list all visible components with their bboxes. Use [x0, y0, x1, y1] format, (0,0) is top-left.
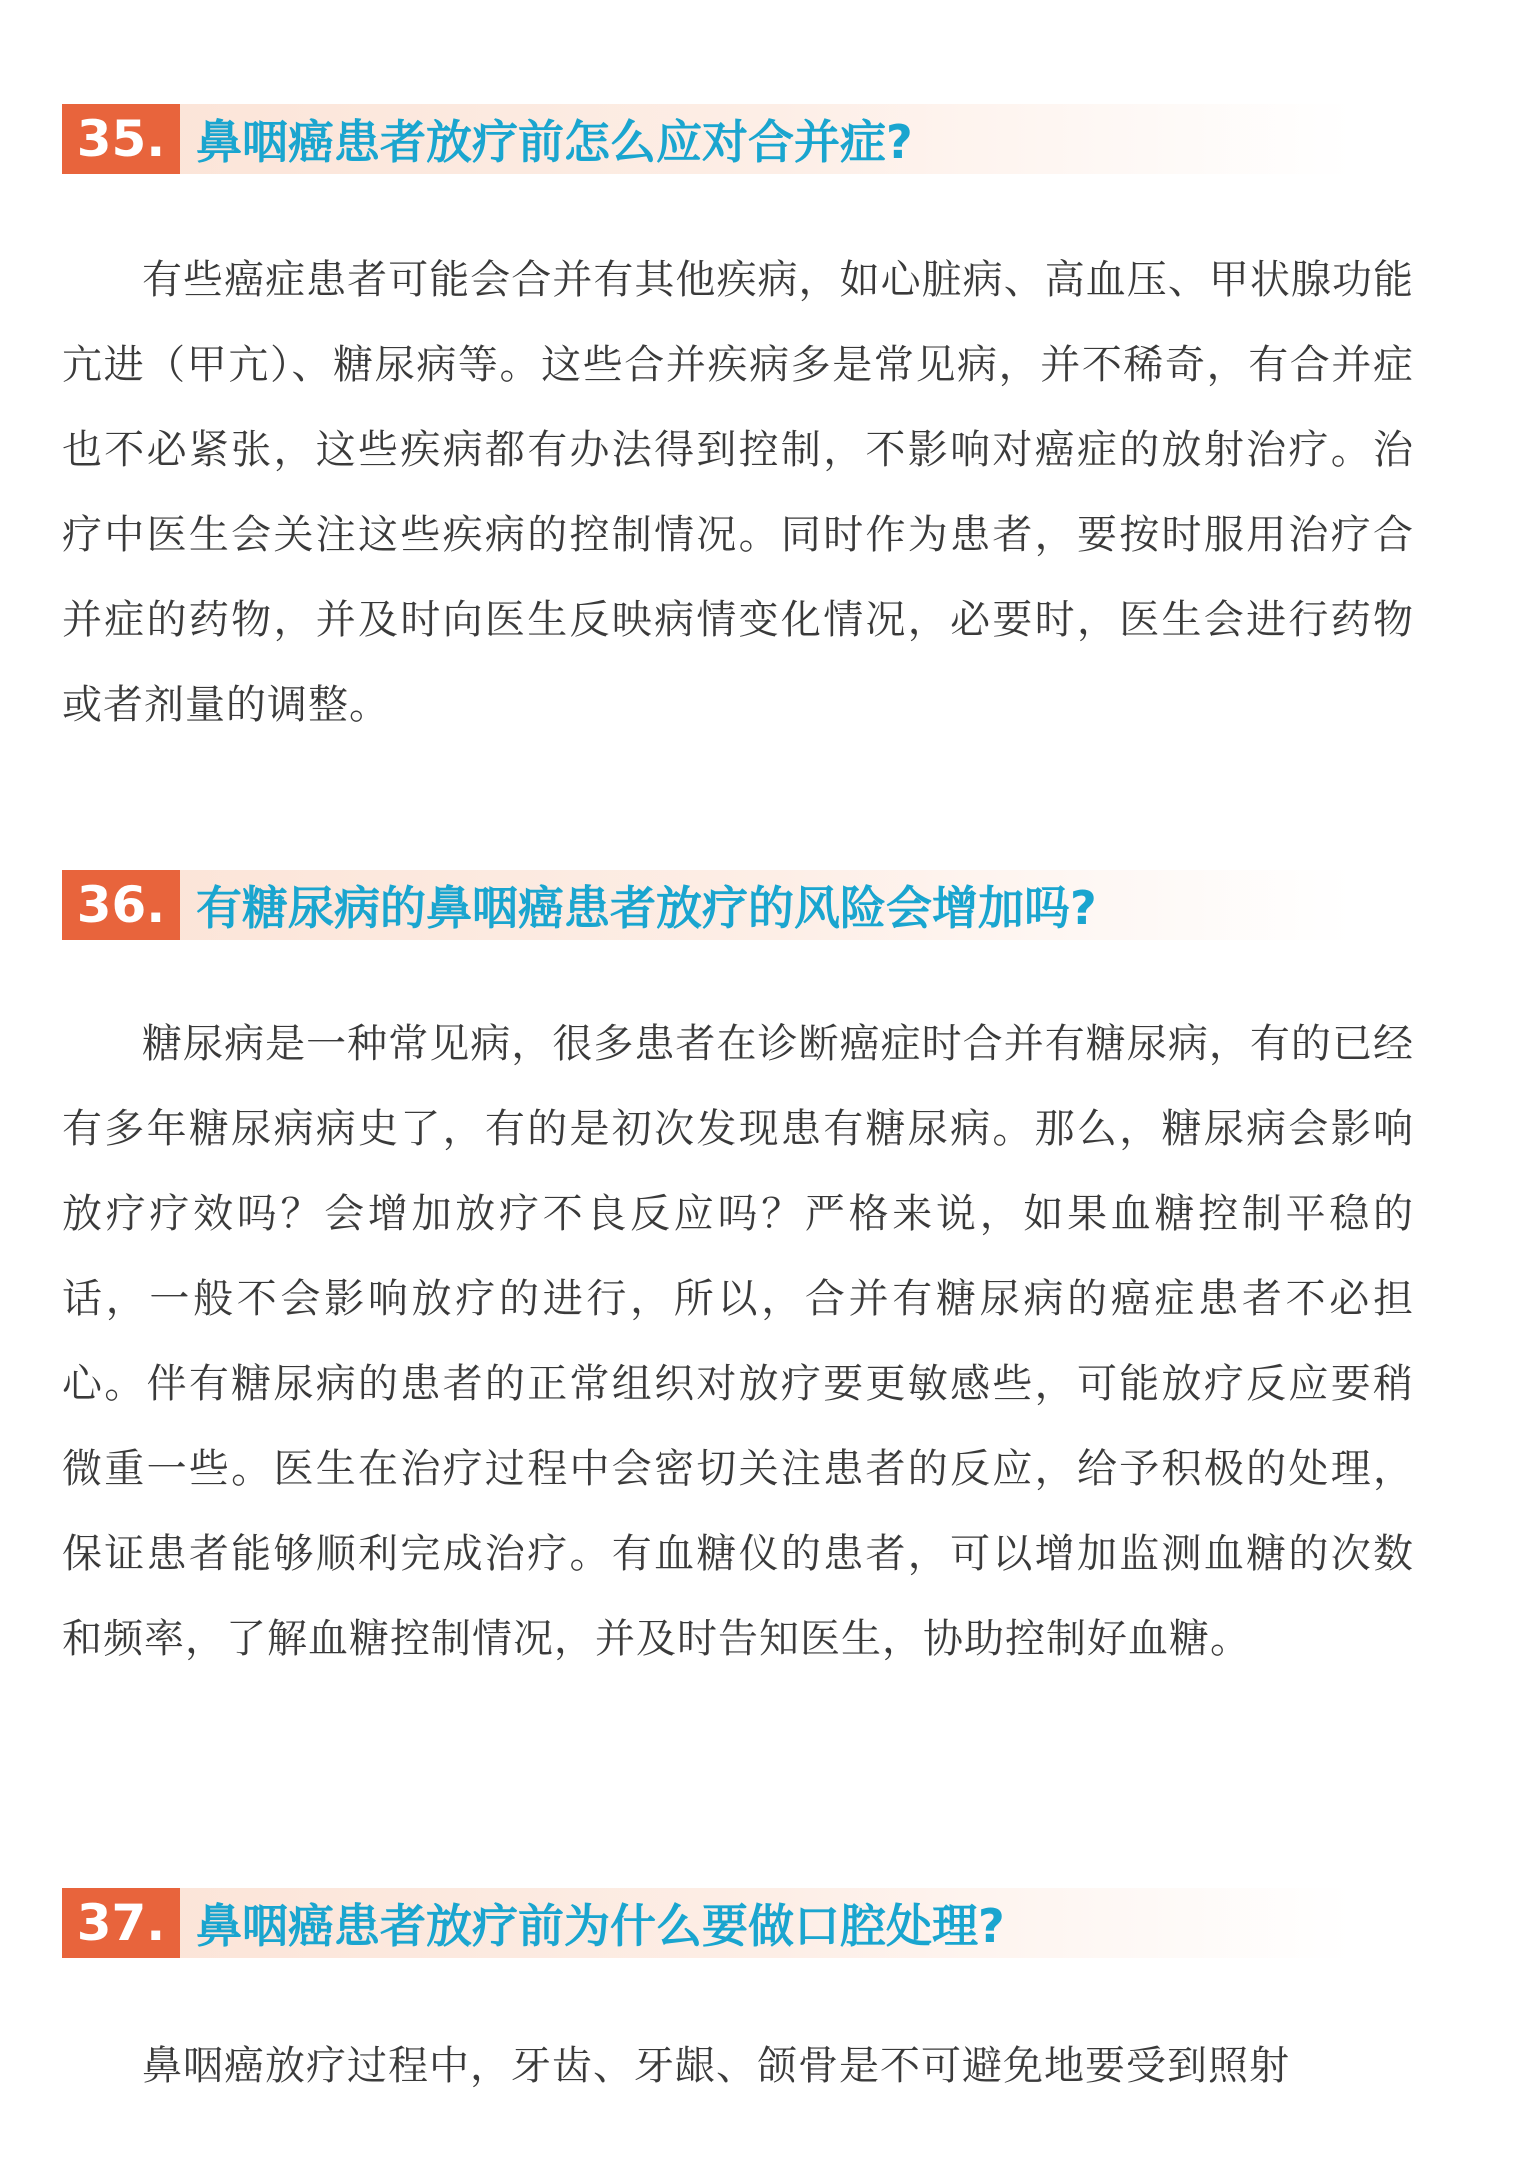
section-body-36: 糖尿病是一种常见病，很多患者在诊断癌症时合并有糖尿病，有的已经有多年糖尿病病史了，有的是初次发现患有糖尿病。那么，糖尿病会影响放疗疗效吗？会增加放疗不良反应吗？严格来说，如果血糖控制平稳的话，一般不会影响放疗的进行，所以，合并有糖尿病的癌症患者不必担心。伴有糖尿病的患者的正常组织对放疗要更敏感些，可能放疗反应要稍微重一些。医生在治疗过程中会密切关注患者的反应，给予积极的处理，保证患者能够顺利完成治疗。有血糖仪的患者，可以增加监测血糖的次数和频率，了解血糖控制情况，并及时告知医生，协助控制好血糖。 — [62, 1021, 1414, 1662]
section-body-37: 鼻咽癌放疗过程中，牙齿、牙龈、颌骨是不可避免地要受到照射 — [142, 2043, 1290, 2089]
section-number: 36. — [62, 870, 180, 940]
section-title: 有糖尿病的鼻咽癌患者放疗的风险会增加吗? — [196, 881, 1097, 935]
section-body-35: 有些癌症患者可能会合并有其他疾病，如心脏病、高血压、甲状腺功能亢进（甲亢）、糖尿病等。这些合并疾病多是常见病，并不稀奇，有合并症也不必紧张，这些疾病都有办法得到控制，不影响对癌症的放射治疗。治疗中医生会关注这些疾病的控制情况。同时作为患者，要按时服用治疗合并症的药物，并及时向医生反映病情变化情况，必要时，医生会进行药物或者剂量的调整。 — [62, 257, 1414, 728]
section-number: 37. — [62, 1888, 180, 1958]
section-header-37 — [62, 1888, 1352, 1958]
section-title: 鼻咽癌患者放疗前为什么要做口腔处理? — [196, 1899, 1005, 1953]
section-header-36 — [62, 870, 1352, 940]
section-title: 鼻咽癌患者放疗前怎么应对合并症? — [196, 115, 913, 169]
section-number: 35. — [62, 104, 180, 174]
section-header-35 — [62, 104, 1352, 174]
